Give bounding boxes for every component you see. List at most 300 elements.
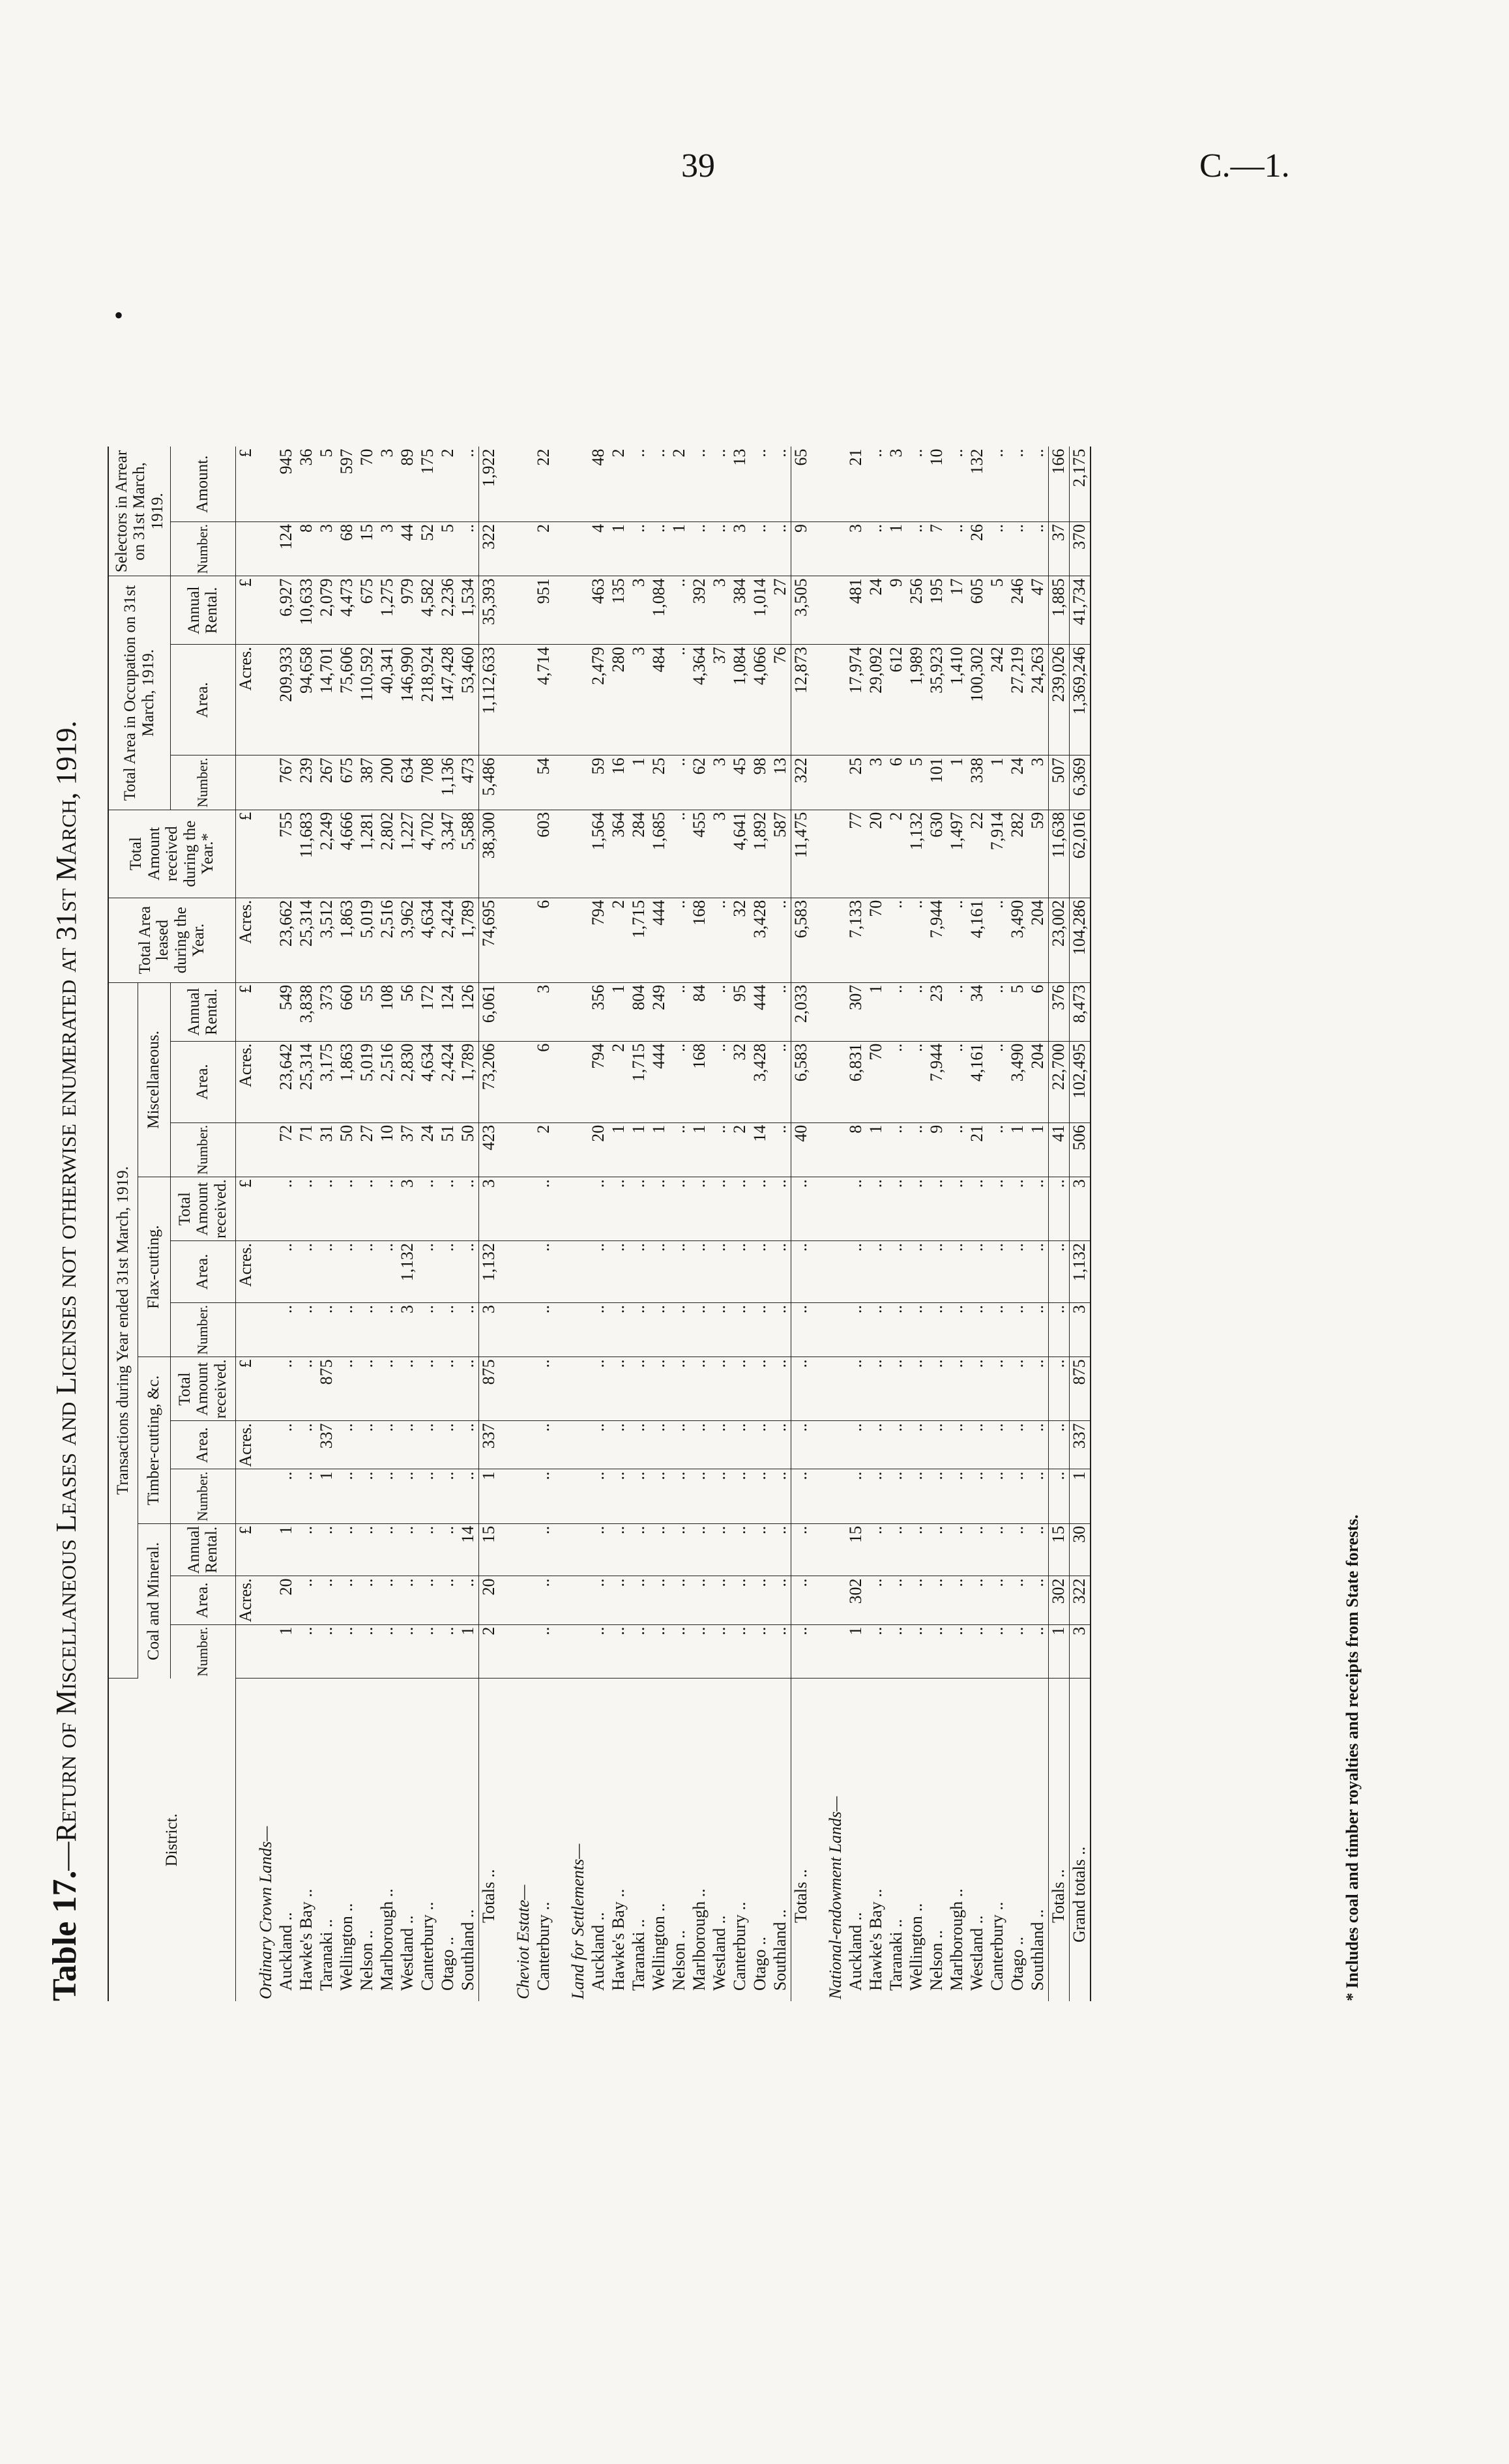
value-cell: ..: [357, 1177, 377, 1241]
value-cell: ..: [770, 1122, 791, 1177]
value-cell: 8: [297, 521, 317, 576]
value-cell: ..: [317, 1624, 337, 1679]
value-cell: 17: [947, 576, 967, 645]
value-cell: 3: [710, 810, 730, 898]
value-cell: ..: [438, 1421, 458, 1469]
empty-cell: [256, 1122, 276, 1177]
district-cell: Nelson ..: [357, 1929, 376, 1991]
value-cell: ..: [1008, 1624, 1028, 1679]
empty-cell: [568, 755, 589, 810]
group-row: [514, 447, 534, 2001]
value-cell: ..: [669, 1177, 690, 1241]
value-cell: 4,066: [750, 645, 770, 755]
value-cell: ..: [276, 1241, 297, 1303]
empty-cell: [514, 810, 534, 898]
value-cell: ..: [458, 521, 479, 576]
value-cell: ..: [669, 645, 690, 755]
value-cell: ..: [927, 1303, 947, 1357]
value-cell: 25: [649, 755, 669, 810]
value-cell: 14: [750, 1122, 770, 1177]
value-cell: 124: [438, 982, 458, 1041]
value-cell: ..: [357, 1303, 377, 1357]
value-cell: 1,685: [649, 810, 669, 898]
value-cell: ..: [710, 1469, 730, 1523]
value-cell: 387: [357, 755, 377, 810]
value-cell: ..: [649, 1523, 669, 1576]
value-cell: 23,662: [276, 898, 297, 982]
value-cell: 68: [337, 521, 357, 576]
table-row: [649, 447, 669, 2001]
spacer-cell: [499, 1679, 514, 2001]
empty-cell: [499, 1041, 514, 1122]
value-cell: 2,516: [377, 1041, 398, 1122]
value-cell: 204: [1028, 898, 1049, 982]
value-cell: ..: [791, 1421, 812, 1469]
value-cell: 37: [1048, 521, 1069, 576]
value-cell: 945: [276, 447, 297, 521]
value-cell: ..: [690, 1241, 710, 1303]
header-annual-rental: Annual Rental.: [170, 982, 235, 1041]
value-cell: ..: [866, 1241, 886, 1303]
header-number: Number.: [170, 521, 235, 576]
value-cell: ..: [750, 1523, 770, 1576]
value-cell: ..: [947, 1303, 967, 1357]
value-cell: 2: [609, 898, 629, 982]
value-cell: ..: [886, 1469, 907, 1523]
value-cell: 7,133: [846, 898, 866, 982]
total-row: [1048, 447, 1069, 2001]
value-cell: ..: [438, 1303, 458, 1357]
district-cell: Marlborough ..: [689, 1888, 709, 1991]
district-cell: Otago ..: [750, 1936, 769, 1991]
value-cell: ..: [690, 1469, 710, 1523]
value-cell: ..: [669, 1357, 690, 1421]
value-cell: 1: [629, 1122, 649, 1177]
value-cell: ..: [418, 1624, 438, 1679]
value-cell: 337: [317, 1421, 337, 1469]
value-cell: 1,715: [629, 898, 649, 982]
value-cell: ..: [886, 1576, 907, 1624]
value-cell: ..: [458, 1241, 479, 1303]
value-cell: 337: [478, 1421, 499, 1469]
value-cell: 1: [886, 521, 907, 576]
empty-cell: [499, 1576, 514, 1624]
value-cell: 1: [1048, 1624, 1069, 1679]
value-cell: 4,473: [337, 576, 357, 645]
value-cell: 25,314: [297, 898, 317, 982]
value-cell: ..: [458, 1421, 479, 1469]
value-cell: 2: [478, 1624, 499, 1679]
value-cell: 634: [398, 755, 418, 810]
value-cell: 48: [589, 447, 609, 521]
value-cell: £: [235, 1357, 256, 1421]
header-number: Number.: [170, 1303, 235, 1357]
empty-cell: [554, 447, 568, 521]
group-row: [568, 447, 589, 2001]
value-cell: 30: [1069, 1523, 1091, 1576]
empty-cell: [256, 576, 276, 645]
table-row: [947, 447, 967, 2001]
value-cell: 675: [357, 576, 377, 645]
value-cell: 307: [846, 982, 866, 1041]
value-cell: 338: [967, 755, 988, 810]
empty-cell: [499, 1122, 514, 1177]
value-cell: ..: [438, 1523, 458, 1576]
value-cell: 1,281: [357, 810, 377, 898]
empty-cell: [554, 1469, 568, 1523]
value-cell: ..: [947, 898, 967, 982]
value-cell: ..: [770, 1241, 791, 1303]
value-cell: ..: [669, 1523, 690, 1576]
value-cell: ..: [1048, 1303, 1069, 1357]
empty-cell: [568, 1241, 589, 1303]
value-cell: ..: [1028, 1303, 1049, 1357]
decorative-dot: •: [114, 301, 124, 330]
value-cell: ..: [866, 1177, 886, 1241]
value-cell: 40,341: [377, 645, 398, 755]
value-cell: ..: [791, 1469, 812, 1523]
grand-row: [1069, 447, 1091, 2001]
value-cell: 84: [690, 982, 710, 1041]
value-cell: 392: [690, 576, 710, 645]
value-cell: 147,428: [438, 645, 458, 755]
value-cell: £: [235, 1523, 256, 1576]
empty-cell: [826, 1177, 846, 1241]
empty-cell: [568, 1357, 589, 1421]
value-cell: ..: [1008, 1357, 1028, 1421]
value-cell: ..: [866, 1576, 886, 1624]
value-cell: ..: [1028, 447, 1049, 521]
value-cell: 1,084: [649, 576, 669, 645]
value-cell: £: [235, 576, 256, 645]
header-annual-rental: Annual Rental.: [170, 576, 235, 645]
value-cell: ..: [337, 1523, 357, 1576]
value-cell: ..: [438, 1177, 458, 1241]
value-cell: ..: [276, 1421, 297, 1469]
value-cell: ..: [438, 1469, 458, 1523]
value-cell: ..: [1008, 1576, 1028, 1624]
value-cell: ..: [770, 1469, 791, 1523]
value-cell: ..: [907, 1469, 927, 1523]
empty-cell: [812, 447, 826, 521]
empty-cell: [514, 755, 534, 810]
value-cell: ..: [750, 1576, 770, 1624]
value-cell: 3: [846, 521, 866, 576]
value-cell: 102,495: [1069, 1041, 1091, 1122]
value-cell: 1,410: [947, 645, 967, 755]
value-cell: ..: [967, 1576, 988, 1624]
value-cell: 5: [317, 447, 337, 521]
value-cell: ..: [710, 1523, 730, 1576]
value-cell: ..: [609, 1576, 629, 1624]
value-cell: ..: [629, 447, 649, 521]
value-cell: 1,922: [478, 447, 499, 521]
value-cell: ..: [534, 1177, 554, 1241]
table-row: [730, 447, 750, 2001]
value-cell: 100,302: [967, 645, 988, 755]
value-cell: ..: [770, 447, 791, 521]
value-cell: 26: [967, 521, 988, 576]
value-cell: 37: [398, 1122, 418, 1177]
value-cell: ..: [337, 1241, 357, 1303]
value-cell: 1,497: [947, 810, 967, 898]
value-cell: 15: [846, 1523, 866, 1576]
empty-cell: [812, 755, 826, 810]
value-cell: ..: [377, 1303, 398, 1357]
value-cell: [235, 1469, 256, 1523]
value-cell: 11,638: [1048, 810, 1069, 898]
group-heading: Cheviot Estate—: [513, 1885, 533, 1999]
value-cell: ..: [669, 1469, 690, 1523]
value-cell: ..: [690, 521, 710, 576]
leases-table: [108, 447, 1091, 2001]
value-cell: 1,227: [398, 810, 418, 898]
value-cell: ..: [967, 1469, 988, 1523]
value-cell: 605: [967, 576, 988, 645]
empty-cell: [812, 576, 826, 645]
table-row: [690, 447, 710, 2001]
value-cell: 1,136: [438, 755, 458, 810]
value-cell: 1: [609, 1122, 629, 1177]
value-cell: ..: [418, 1523, 438, 1576]
value-cell: ..: [710, 898, 730, 982]
value-cell: ..: [669, 1421, 690, 1469]
empty-cell: [568, 576, 589, 645]
value-cell: 172: [418, 982, 438, 1041]
value-cell: 2: [438, 447, 458, 521]
value-cell: 7,944: [927, 1041, 947, 1122]
value-cell: ..: [791, 1357, 812, 1421]
value-cell: 1,275: [377, 576, 398, 645]
value-cell: 2,249: [317, 810, 337, 898]
value-cell: ..: [770, 1576, 791, 1624]
district-cell: Nelson ..: [669, 1929, 688, 1991]
value-cell: ..: [589, 1469, 609, 1523]
value-cell: 3,838: [297, 982, 317, 1041]
value-cell: ..: [730, 1241, 750, 1303]
empty-cell: [554, 645, 568, 755]
header-area: Area.: [170, 1041, 235, 1122]
value-cell: ..: [1048, 1469, 1069, 1523]
value-cell: 2: [534, 1122, 554, 1177]
value-cell: 1: [478, 1469, 499, 1523]
value-cell: 126: [458, 982, 479, 1041]
value-cell: ..: [317, 1177, 337, 1241]
value-cell: ..: [418, 1469, 438, 1523]
value-cell: 2,516: [377, 898, 398, 982]
value-cell: ..: [609, 1523, 629, 1576]
value-cell: ..: [534, 1241, 554, 1303]
value-cell: 1: [609, 521, 629, 576]
empty-cell: [256, 898, 276, 982]
value-cell: ..: [886, 1122, 907, 1177]
empty-cell: [568, 1576, 589, 1624]
value-cell: 2,830: [398, 1041, 418, 1122]
district-cell: Taranaki ..: [886, 1918, 905, 1991]
value-cell: 35,393: [478, 576, 499, 645]
value-cell: ..: [1028, 1177, 1049, 1241]
value-cell: 47: [1028, 576, 1049, 645]
value-cell: ..: [1048, 1241, 1069, 1303]
value-cell: 4,641: [730, 810, 750, 898]
value-cell: ..: [609, 1303, 629, 1357]
header-number: Number.: [170, 1122, 235, 1177]
value-cell: 473: [458, 755, 479, 810]
table-row: [357, 447, 377, 2001]
value-cell: 1: [1028, 1122, 1049, 1177]
value-cell: ..: [297, 1241, 317, 1303]
value-cell: ..: [398, 1523, 418, 1576]
value-cell: ..: [649, 1421, 669, 1469]
value-cell: 2: [730, 1122, 750, 1177]
value-cell: 239: [297, 755, 317, 810]
value-cell: 6,369: [1069, 755, 1091, 810]
value-cell: ..: [357, 1421, 377, 1469]
value-cell: 3: [730, 521, 750, 576]
value-cell: 36: [297, 447, 317, 521]
value-cell: 73,206: [478, 1041, 499, 1122]
value-cell: ..: [907, 1241, 927, 1303]
value-cell: ..: [534, 1469, 554, 1523]
value-cell: 15: [357, 521, 377, 576]
value-cell: ..: [846, 1303, 866, 1357]
value-cell: ..: [988, 1122, 1008, 1177]
value-cell: [235, 755, 256, 810]
table-row: [297, 447, 317, 2001]
district-cell: Auckland ..: [588, 1912, 608, 1991]
value-cell: 3: [317, 521, 337, 576]
value-cell: 6: [534, 1041, 554, 1122]
empty-cell: [499, 1303, 514, 1357]
value-cell: ..: [317, 1576, 337, 1624]
empty-cell: [826, 1122, 846, 1177]
table-row: [534, 447, 554, 2001]
value-cell: ..: [418, 1576, 438, 1624]
table-row: [907, 447, 927, 2001]
value-cell: ..: [988, 898, 1008, 982]
value-cell: ..: [317, 1241, 337, 1303]
value-cell: ..: [629, 1241, 649, 1303]
value-cell: ..: [649, 1357, 669, 1421]
value-cell: ..: [907, 521, 927, 576]
value-cell: ..: [988, 1357, 1008, 1421]
value-cell: ..: [458, 447, 479, 521]
value-cell: ..: [276, 1303, 297, 1357]
value-cell: ..: [947, 1576, 967, 1624]
value-cell: ..: [609, 1421, 629, 1469]
empty-cell: [826, 810, 846, 898]
value-cell: ..: [438, 1357, 458, 1421]
value-cell: ..: [866, 1523, 886, 1576]
value-cell: 89: [398, 447, 418, 521]
header-total-amount: Total Amount received during the Year.*: [108, 810, 235, 898]
value-cell: 1: [317, 1469, 337, 1523]
table-label: Table 17.: [46, 1870, 83, 2001]
district-cell: Southland ..: [770, 1909, 789, 1991]
value-cell: ..: [791, 1241, 812, 1303]
value-cell: 195: [927, 576, 947, 645]
value-cell: 1: [690, 1122, 710, 1177]
value-cell: 9: [886, 576, 907, 645]
value-cell: ..: [609, 1624, 629, 1679]
empty-cell: [514, 1122, 534, 1177]
value-cell: 337: [1069, 1421, 1091, 1469]
district-cell: Otago ..: [437, 1936, 457, 1991]
empty-cell: [554, 1357, 568, 1421]
empty-cell: [499, 1177, 514, 1241]
value-cell: 4,364: [690, 645, 710, 755]
value-cell: ..: [377, 1624, 398, 1679]
district-cell: Canterbury ..: [417, 1901, 437, 1991]
empty-cell: [256, 755, 276, 810]
empty-cell: [256, 1421, 276, 1469]
value-cell: ..: [317, 1523, 337, 1576]
value-cell: 146,990: [398, 645, 418, 755]
value-cell: ..: [649, 1576, 669, 1624]
header-amount: Amount.: [170, 447, 235, 521]
empty-cell: [514, 645, 534, 755]
value-cell: ..: [276, 1357, 297, 1421]
value-cell: 2: [669, 447, 690, 521]
value-cell: ..: [1028, 1357, 1049, 1421]
value-cell: ..: [907, 1421, 927, 1469]
value-cell: 2,424: [438, 898, 458, 982]
value-cell: ..: [337, 1421, 357, 1469]
value-cell: 660: [337, 982, 357, 1041]
value-cell: ..: [357, 1241, 377, 1303]
district-cell: Auckland ..: [845, 1912, 865, 1991]
empty-cell: [826, 1624, 846, 1679]
value-cell: 444: [649, 898, 669, 982]
value-cell: ..: [886, 1241, 907, 1303]
value-cell: £: [235, 447, 256, 521]
empty-cell: [499, 576, 514, 645]
empty-cell: [812, 1041, 826, 1122]
empty-cell: [499, 1624, 514, 1679]
value-cell: ..: [886, 1523, 907, 1576]
value-cell: [235, 1122, 256, 1177]
value-cell: 3: [398, 1303, 418, 1357]
value-cell: 322: [791, 755, 812, 810]
table-row: [589, 447, 609, 2001]
value-cell: ..: [927, 1576, 947, 1624]
empty-cell: [256, 810, 276, 898]
value-cell: 11,683: [297, 810, 317, 898]
header-transactions: Transactions during Year ended 31st March, 1919.: [108, 982, 138, 1679]
value-cell: 384: [730, 576, 750, 645]
empty-cell: [514, 1421, 534, 1469]
value-cell: 376: [1048, 982, 1069, 1041]
header-area: Area.: [170, 1241, 235, 1303]
value-cell: 3: [478, 1177, 499, 1241]
value-cell: ..: [750, 521, 770, 576]
value-cell: ..: [629, 1576, 649, 1624]
empty-cell: [812, 1523, 826, 1576]
value-cell: 5: [988, 576, 1008, 645]
value-cell: 549: [276, 982, 297, 1041]
value-cell: ..: [770, 982, 791, 1041]
empty-cell: [826, 1421, 846, 1469]
value-cell: ..: [730, 1303, 750, 1357]
value-cell: 507: [1048, 755, 1069, 810]
value-cell: ..: [1028, 1576, 1049, 1624]
value-cell: ..: [377, 1576, 398, 1624]
value-cell: 168: [690, 1041, 710, 1122]
empty-cell: [554, 898, 568, 982]
value-cell: 2,079: [317, 576, 337, 645]
value-cell: 2: [609, 1041, 629, 1122]
value-cell: 2,424: [438, 1041, 458, 1122]
